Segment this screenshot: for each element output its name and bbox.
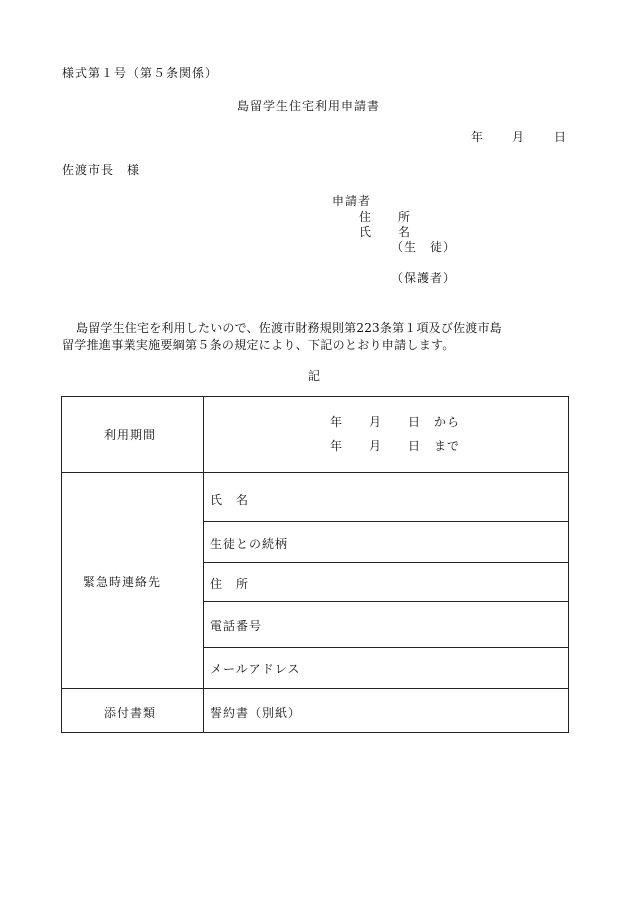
attachments-value: 誓約書（別紙） — [210, 706, 302, 720]
body-line-1: 島留学生住宅を利用したいので、佐渡市財務規則第223条第１項及び佐渡市島 — [76, 321, 502, 335]
row-divider — [62, 688, 568, 689]
date-year: 年 — [471, 130, 484, 144]
emergency-address-field[interactable]: 住 所 — [210, 577, 250, 591]
row-divider — [203, 601, 568, 602]
applicant-student-label: （生 徒） — [391, 240, 457, 254]
emergency-email-field[interactable]: メールアドレス — [210, 662, 301, 676]
emergency-phone-field[interactable]: 電話番号 — [210, 619, 263, 633]
form-number: 様式第１号（第５条関係） — [62, 66, 219, 80]
applicant-name-label: 氏 名 — [359, 225, 412, 239]
document-title: 島留学生住宅利用申請書 — [237, 99, 381, 113]
addressee: 佐渡市長 様 — [62, 163, 141, 177]
row-divider — [203, 562, 568, 563]
applicant-heading: 申請者 — [332, 194, 372, 208]
applicant-address-label: 住 所 — [359, 210, 412, 224]
emergency-relationship-field[interactable]: 生徒との続柄 — [210, 537, 289, 551]
table-column-divider — [203, 397, 204, 732]
application-table — [61, 396, 569, 733]
emergency-name-field[interactable]: 氏 名 — [210, 493, 250, 507]
row-divider — [203, 521, 568, 522]
row-divider — [203, 647, 568, 648]
attachments-label: 添付書類 — [104, 706, 157, 720]
emergency-contact-label: 緊急時連絡先 — [83, 575, 162, 589]
ki-heading: 記 — [308, 369, 321, 383]
period-to[interactable]: 年 月 日 まで — [330, 439, 461, 453]
applicant-guardian-label: （保護者） — [391, 271, 457, 285]
date-month: 月 — [512, 130, 525, 144]
period-from[interactable]: 年 月 日 から — [330, 415, 461, 429]
row-divider — [62, 472, 568, 473]
body-line-2: 留学推進事業実施要綱第５条の規定により、下記のとおり申請します。 — [62, 338, 455, 352]
period-label: 利用期間 — [104, 428, 157, 442]
date-day: 日 — [554, 130, 567, 144]
